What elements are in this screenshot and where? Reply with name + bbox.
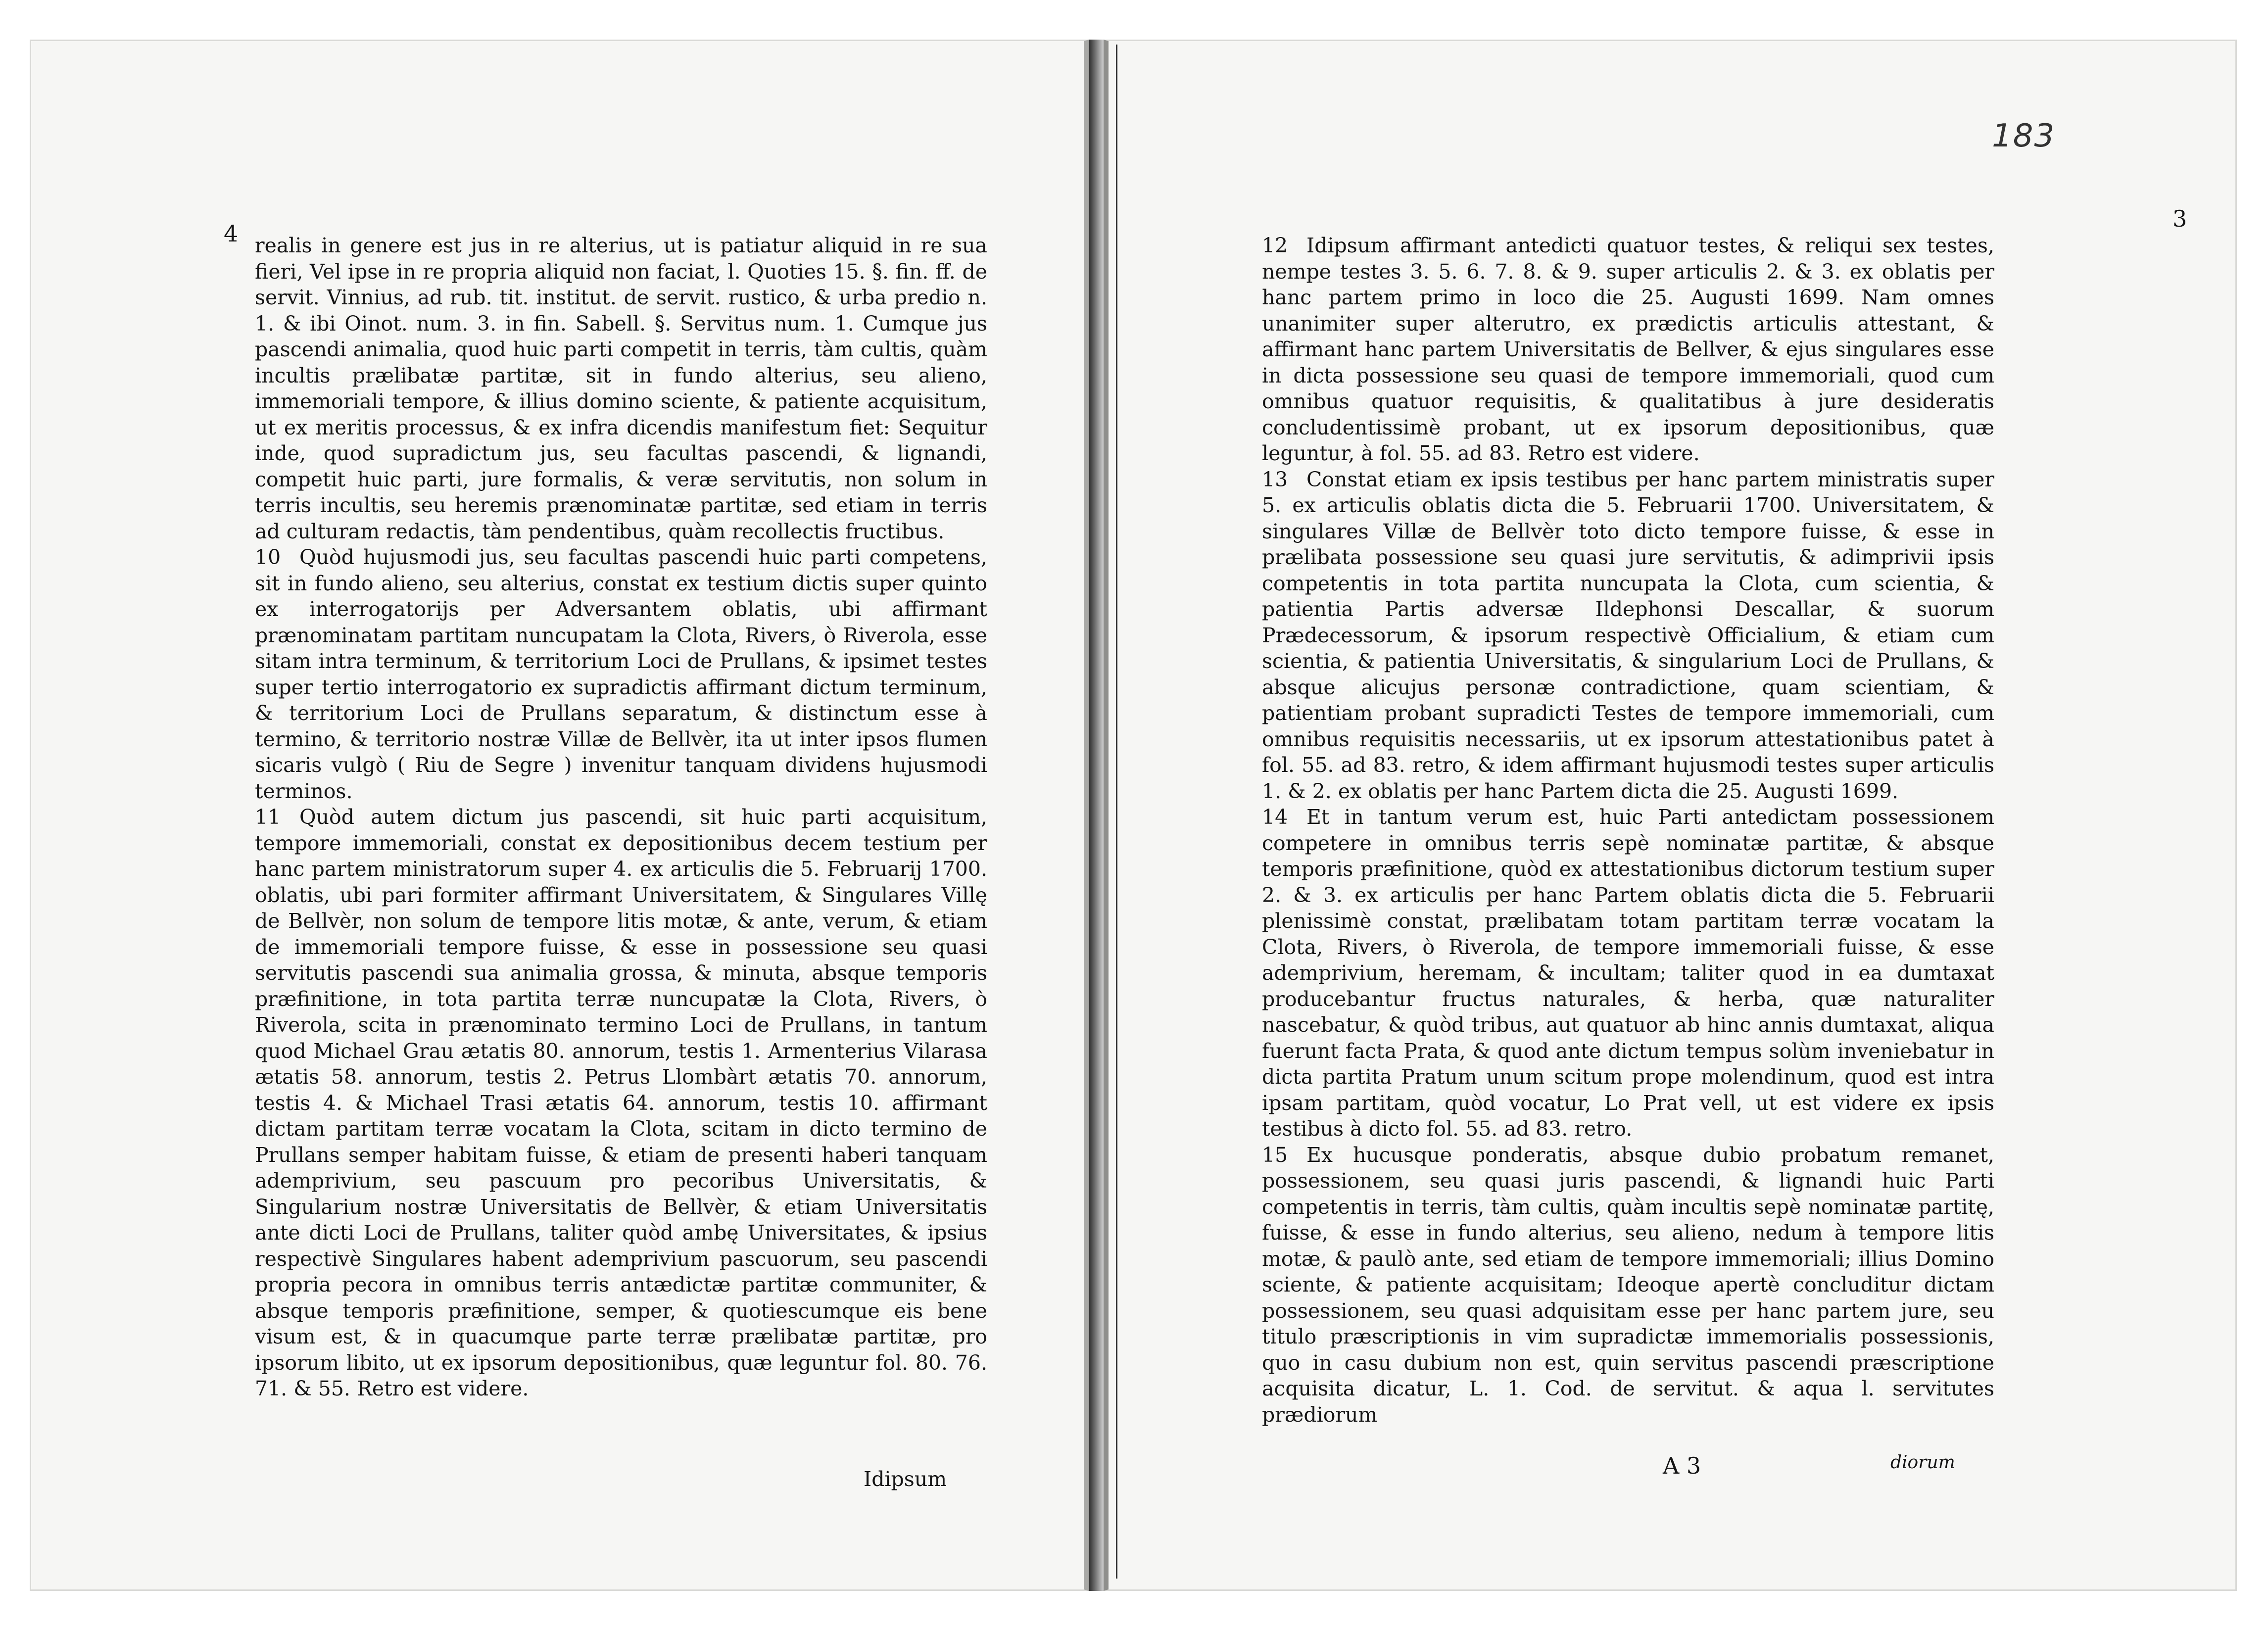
paragraph	[1262, 467, 1994, 805]
paragraph-number: 11	[255, 805, 281, 829]
paragraph-number: 15	[1262, 1143, 1288, 1167]
left-catchword: Idipsum	[864, 1467, 947, 1491]
paragraph-text: realis in genere est jus in re alterius, ut is patiatur aliquid in re sua fieri, Vel ipse in re propria aliquid non faciat, l. Quoties 15. §. fin. ff. de servit. Vinnius, ad rub. tit. institut. de servit. rustico, & urba predio n. 1. & ibi Oinot. num. 3. in fin. Sabell. §. Servitus num. 1. Cumque jus pascendi animalia, quod huic parti competit in terris, tàm cultis, quàm incultis prælibatæ partitæ, sit in fundo alterius, seu alieno, immemoriali tempore, & illius domino sciente, & patiente acquisitum, ut ex meritis processus, & ex infra dicendis manifestum fiet: Sequitur inde, quod supradictum jus, seu facultas pascendi, & lignandi, competit huic parti, jure formalis, & veræ servitutis, non solum in terris incultis, seu heremis prænominatæ partitæ, sed etiam in terris ad culturam redactis, tàm pendentibus, quàm recollectis fructibus.	[255, 234, 987, 543]
paragraph-number: 13	[1262, 467, 1288, 491]
paragraph	[255, 233, 987, 544]
paragraph	[1262, 233, 1994, 467]
paragraph	[1262, 1142, 1994, 1428]
book-gutter	[1089, 40, 1104, 1591]
right-catchword: diorum	[1890, 1452, 1955, 1473]
paragraph	[255, 544, 987, 804]
paragraph	[255, 804, 987, 1402]
paragraph-number: 14	[1262, 805, 1288, 829]
right-page-number: 3	[2172, 205, 2187, 232]
paragraph-text: Quòd hujusmodi jus, seu facultas pascendi huic parti competens, sit in fundo alieno, seu alterius, constat ex testium dictis super quinto ex interrogatorijs per Adversantem oblatis, ubi affirmant prænominatam partitam nuncupatam la Clota, Rivers, ò Riverola, esse sitam intra terminum, & territorium Loci de Prullans, & ipsimet testes super tertio interrogatorio ex supradictis affirmant dictum terminum, & territorium Loci de Prullans separatum, & distinctum esse à termino, & territorio nostræ Villæ de Bellvèr, ita ut inter ipsos flumen sicaris vulgò ( Riu de Segre ) invenitur tanquam dividens hujusmodi terminos.	[255, 545, 987, 803]
paragraph-number: 12	[1262, 234, 1288, 257]
paragraph-number: 10	[255, 545, 281, 569]
paragraph-text: Ex hucusque ponderatis, absque dubio probatum remanet, possessionem, seu quasi juris pascendi, & lignandi huic Parti competentis in terris, tàm cultis, quàm incultis sepè nominatæ partitę, fuisse, & esse in fundo alterius, seu alieno, nedum à tempore litis motæ, & paulò ante, sed etiam de tempore immemoriali; illius Domino sciente, & patiente acquisitam; Ideoque apertè concluditur dictam possessionem, seu quasi adquisitam esse per hanc partem jure, seu titulo præscriptionis in vim supradictæ immemorialis possessionis, quo in casu dubium non est, quin servitus pascendi præscriptione acquisita dicatur, L. 1. Cod. de servitut. & aqua l. servitutes prædiorum	[1262, 1143, 1994, 1427]
paragraph	[1262, 804, 1994, 1142]
left-page-text	[255, 233, 987, 1402]
paragraph-text: Quòd autem dictum jus pascendi, sit huic parti acquisitum, tempore immemoriali, constat ex depositionibus decem testium per hanc partem ministratorum super 4. ex articulis die 5. Februarij 1700. oblatis, ubi pari formiter affirmant Universitatem, & Singulares Villę de Bellvèr, non solum de tempore litis motæ, & ante, verum, & etiam de immemoriali tempore fuisse, & esse in possessione seu quasi servitutis pascendi sua animalia grossa, & minuta, absque temporis præfinitione, in tota partita terræ nuncupatæ la Clota, Rivers, ò Riverola, scita in prænominato termino Loci de Prullans, in tantum quod Michael Grau ætatis 80. annorum, testis 1. Armenterius Vilarasa ætatis 58. annorum, testis 2. Petrus Llombàrt ætatis 70. annorum, testis 4. & Michael Trasi ætatis 64. annorum, testis 10. affirmant dictam partitam terræ vocatam la Clota, scitam in dicto termino de Prullans semper habitam fuisse, & etiam de presenti haberi tanquam ademprivium, seu pascuum pro pecoribus Universitatis, & Singularium nostræ Universitatis de Bellvèr, & etiam Universitatis ante dicti Loci de Prullans, taliter quòd ambę Universitates, & ipsius respectivè Singulares habent ademprivium pascuorum, seu pascendi propria pecora in omnibus terris antædictæ partitæ communiter, & absque temporis præfinitione, semper, & quotiescumque eis bene visum est, & in quacumque parte terræ prælibatæ partitæ, pro ipsorum libito, ut ex ipsorum depositionibus, quæ leguntur fol. 80. 76. 71. & 55. Retro est videre.	[255, 805, 987, 1400]
paragraph-text: Constat etiam ex ipsis testibus per hanc partem ministratis super 5. ex articulis oblatis dicta die 5. Februarii 1700. Universitatem, & singulares Villæ de Bellvèr toto dicto tempore fuisse, & esse in prælibata possessione seu quasi jure servitutis, & adimprivii ipsis competentis in tota partita nuncupata la Clota, cum scientia, & patientia Partis adversæ Ildephonsi Descallar, & suorum Prædecessorum, & ipsorum respectivè Officialium, & etiam cum scientia, & patientia Universitatis, & singularium Loci de Prullans, & absque alicujus personæ contradictione, quam scientiam, & patientiam probant supradicti Testes de tempore immemoriali, cum omnibus requisitis necessariis, ut ex ipsorum attestationibus patet à fol. 55. ad 83. retro, & idem affirmant hujusmodi testes super articulis 1. & 2. ex oblatis per hanc Partem dicta die 25. Augusti 1699.	[1262, 467, 1994, 803]
right-page-text	[1262, 233, 1994, 1428]
paragraph-text: Et in tantum verum est, huic Parti antedictam possessionem competere in omnibus terris sepè nominatæ partitæ, & absque temporis præfinitione, quòd ex attestationibus dictorum testium super 2. & 3. ex articulis per hanc Partem oblatis dicta die 5. Februarii plenissimè constat, prælibatam totam partitam terræ vocatam la Clota, Rivers, ò Riverola, de tempore immemoriali fuisse, & esse ademprivium, heremam, & incultam; taliter quod in ea dumtaxat producebantur fructus naturales, & herba, quæ naturaliter nascebatur, & quòd tribus, aut quatuor ab hinc annis dumtaxat, aliqua fuerunt facta Prata, & quod ante dictum tempus solùm inveniebatur in dicta partita Pratum unum scitum prope molendinum, quod est intra ipsam partitam, quòd vocatur, Lo Prat vell, ut est videre ex ipsis testibus à dicto fol. 55. ad 83. retro.	[1262, 805, 1994, 1141]
page-edge-line	[1116, 45, 1117, 1579]
left-page-number: 4	[224, 220, 239, 247]
signature-mark: A 3	[1663, 1452, 1701, 1479]
handwritten-folio-number: 183	[1992, 118, 2056, 154]
paragraph-text: Idipsum affirmant antedicti quatuor testes, & reliqui sex testes, nempe testes 3. 5. 6. 7. 8. & 9. super articulis 2. & 3. ex oblatis per hanc partem primo in loco die 25. Augusti 1699. Nam omnes unanimiter super alterutro, ex prædictis articulis attestant, & affirmant hanc partem Universitatis de Bellver, & ejus singulares esse in dicta possessione seu quasi de tempore immemoriali, quod cum omnibus quatuor requisitis, & qualitatibus à jure desideratis concludentissimè probant, ut ex ipsorum depositionibus, quæ leguntur, à fol. 55. ad 83. Retro est videre.	[1262, 234, 1994, 465]
